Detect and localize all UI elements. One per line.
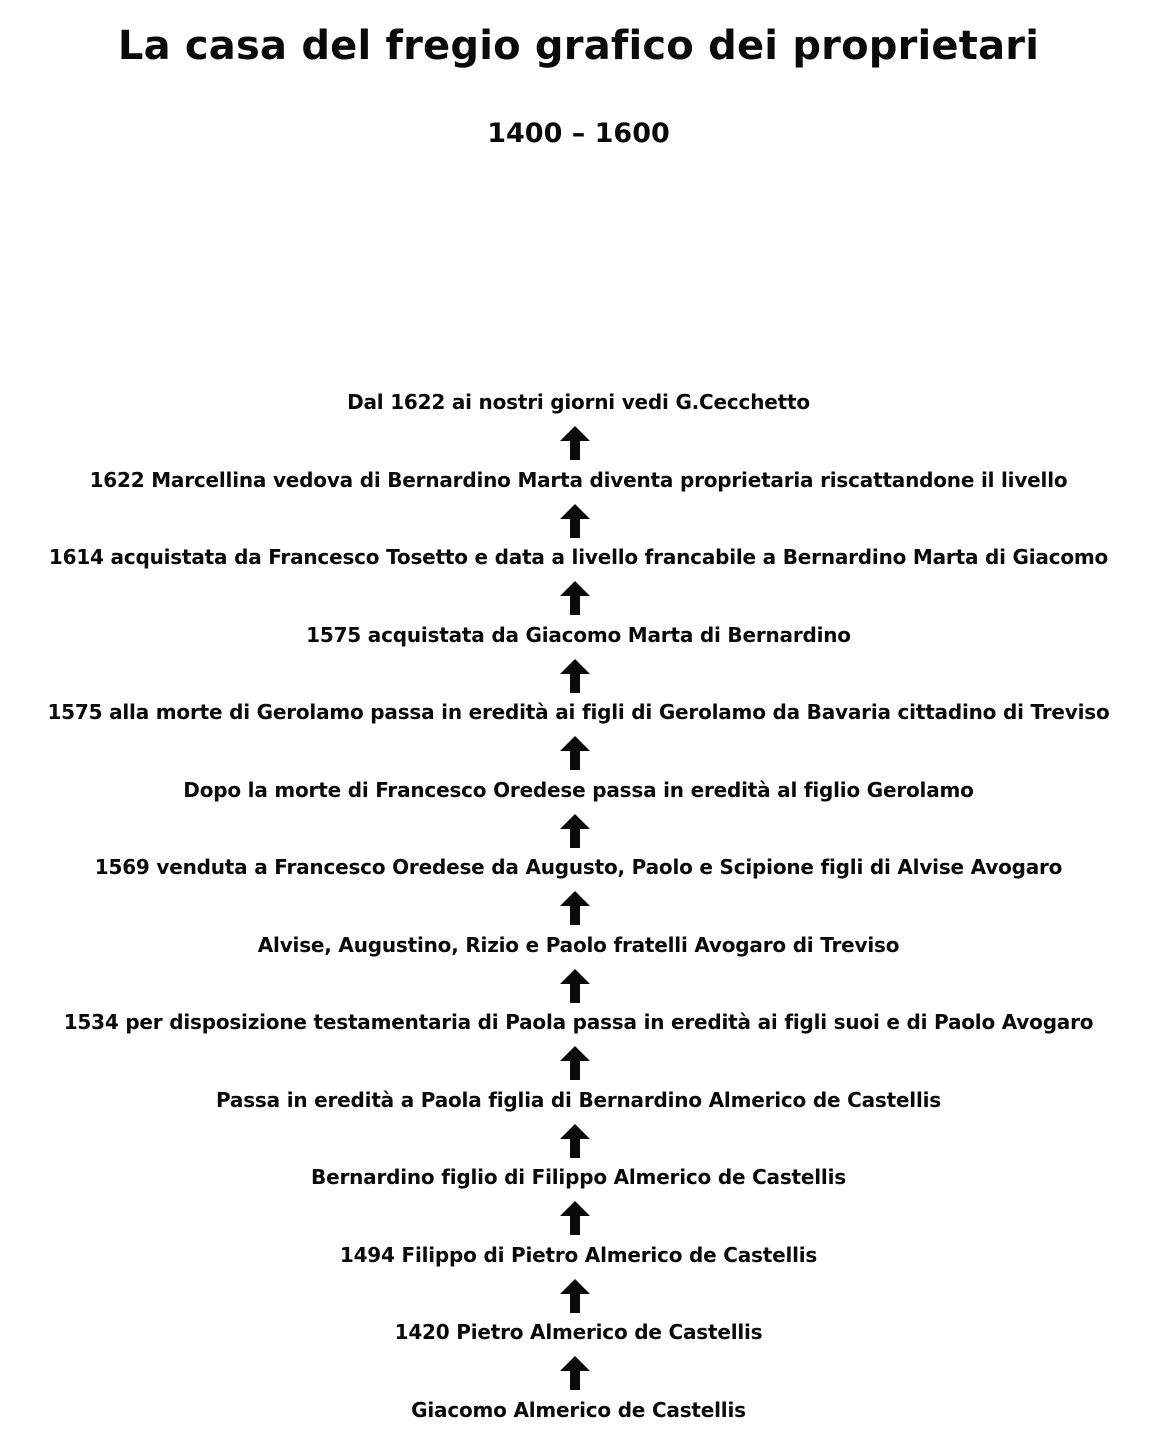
arrow-up-icon xyxy=(560,659,590,693)
arrow-up-icon xyxy=(560,1356,590,1390)
timeline-entry: 1575 alla morte di Gerolamo passa in eredità ai figli di Gerolamo da Bavaria cittadino di Treviso xyxy=(47,700,1110,724)
arrow-up-icon xyxy=(560,1201,590,1235)
arrow-up-icon xyxy=(560,1124,590,1158)
timeline-entry: 1569 venduta a Francesco Oredese da Augusto, Paolo e Scipione figli di Alvise Avogaro xyxy=(94,855,1063,879)
timeline-entry: Bernardino figlio di Filippo Almerico de Castellis xyxy=(311,1165,846,1189)
page-subtitle: 1400 – 1600 xyxy=(487,118,670,149)
arrow-up-icon xyxy=(560,1279,590,1313)
timeline-entry: 1622 Marcellina vedova di Bernardino Marta diventa proprietaria riscattandone il livello xyxy=(89,467,1068,492)
timeline-entry: 1614 acquistata da Francesco Tosetto e data a livello francabile a Bernardino Marta di Giacomo xyxy=(48,545,1109,569)
timeline-entry: Giacomo Almerico de Castellis xyxy=(411,1397,746,1422)
timeline-entry: Alvise, Augustino, Rizio e Paolo fratelli Avogaro di Treviso xyxy=(257,932,900,957)
timeline-entry: Dopo la morte di Francesco Oredese passa in eredità al figlio Gerolamo xyxy=(183,777,974,802)
timeline-entry: 1494 Filippo di Pietro Almerico de Castellis xyxy=(339,1242,818,1267)
timeline-entry: 1575 acquistata da Giacomo Marta di Bernardino xyxy=(306,622,851,647)
timeline-entry: 1534 per disposizione testamentaria di Paola passa in eredità ai figli suoi e di Paolo Avogaro xyxy=(63,1010,1094,1034)
arrow-up-icon xyxy=(560,891,590,925)
arrow-up-icon xyxy=(560,736,590,770)
page-title: La casa del fregio grafico dei proprietari xyxy=(117,23,1040,69)
arrow-up-icon xyxy=(560,581,590,615)
arrow-up-icon xyxy=(560,504,590,538)
timeline-entry: Passa in eredità a Paola figlia di Bernardino Almerico de Castellis xyxy=(216,1087,941,1112)
timeline-entry: Dal 1622 ai nostri giorni vedi G.Cecchetto xyxy=(347,390,810,414)
timeline-entry: 1420 Pietro Almerico de Castellis xyxy=(394,1320,763,1344)
arrow-up-icon xyxy=(560,1046,590,1080)
arrow-up-icon xyxy=(560,969,590,1003)
arrow-up-icon xyxy=(560,426,590,460)
arrow-up-icon xyxy=(560,814,590,848)
